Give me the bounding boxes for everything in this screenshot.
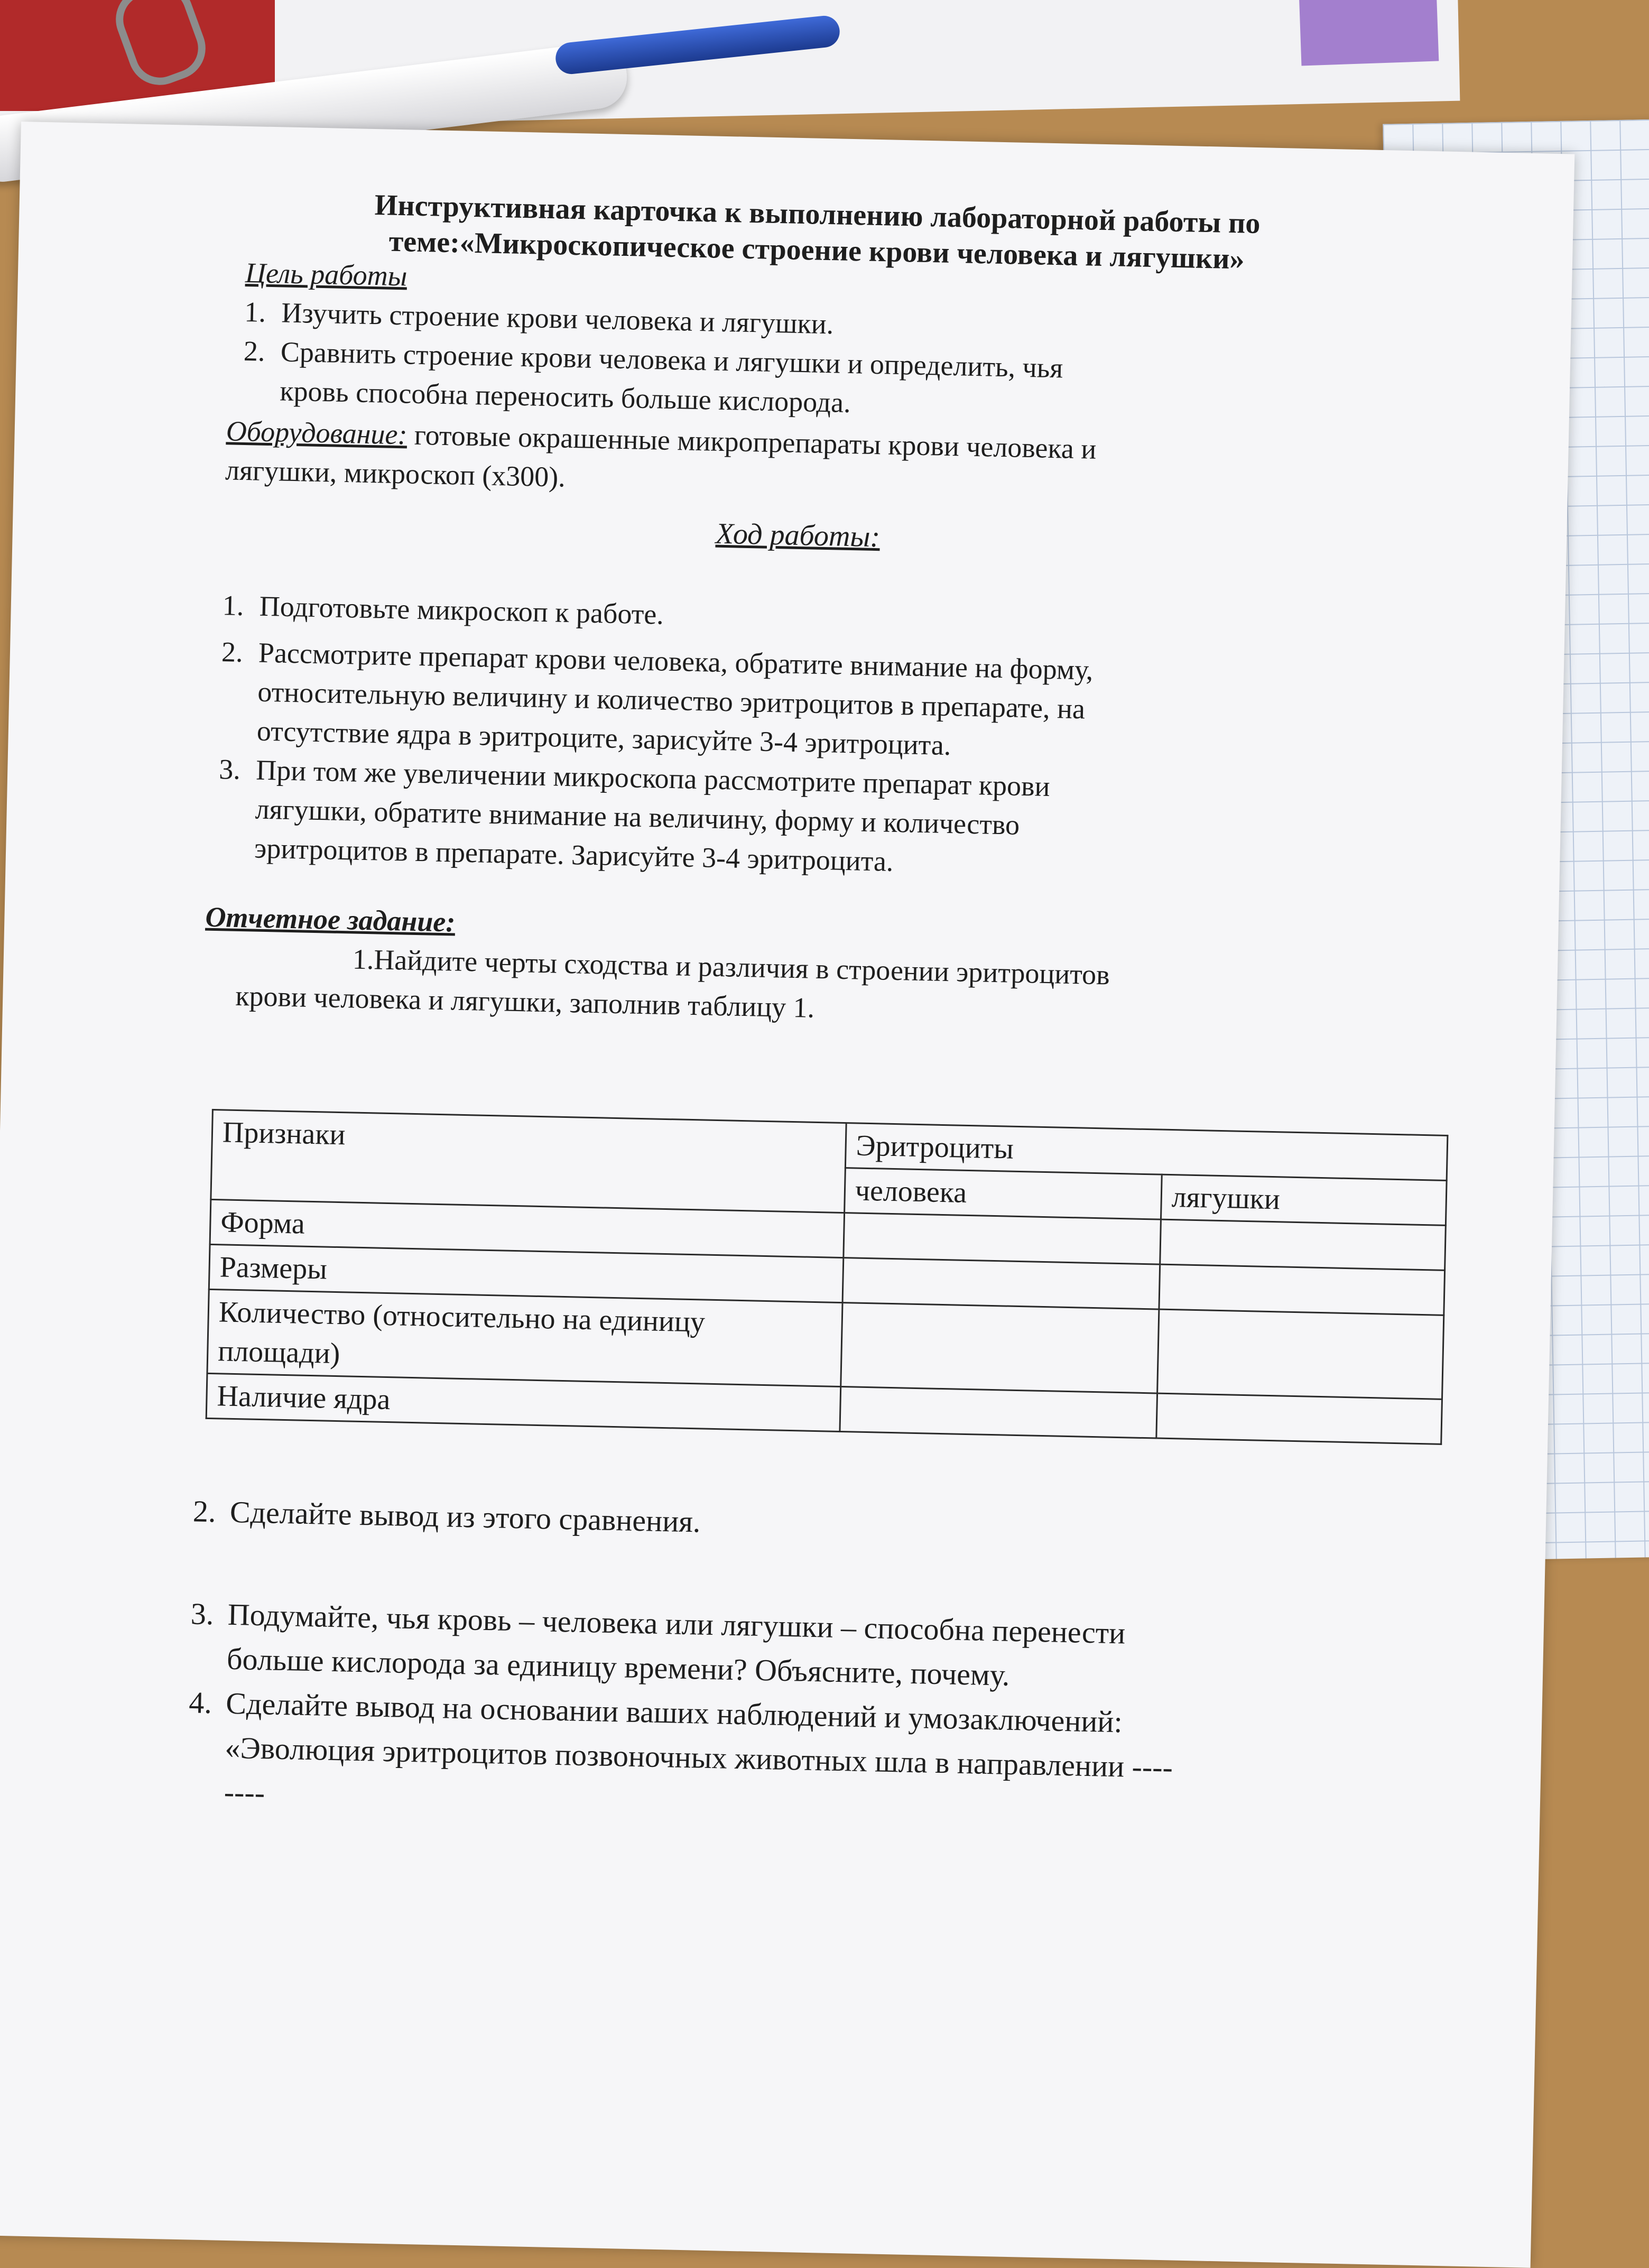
row-label: Форма xyxy=(210,1199,845,1257)
task-text: больше кислорода за единицу времени? Объясните, почему. xyxy=(226,1641,1011,1692)
procedure-num: 1. xyxy=(222,589,245,622)
header-traits: Признаки xyxy=(211,1110,846,1213)
cell-frog[interactable] xyxy=(1156,1393,1442,1444)
procedure-text: Рассмотрите препарат крови человека, обратите внимание на форму, xyxy=(258,636,1094,686)
procedure-heading: Ход работы: xyxy=(715,517,881,554)
task-text: Сделайте вывод на основании ваших наблюдений и умозаключений: xyxy=(225,1686,1123,1739)
procedure-text: относительную величину и количество эритроцитов в препарате, на xyxy=(257,675,1086,725)
header-erythrocytes: Эритроциты xyxy=(845,1123,1448,1181)
task-num: 3. xyxy=(190,1596,215,1632)
goal-item-text: Сравнить строение крови человека и лягушки и определить, чья xyxy=(280,336,1063,384)
cell-human[interactable] xyxy=(840,1387,1157,1439)
procedure-text: эритроцитов в препарате. Зарисуйте 3-4 эритроцита. xyxy=(254,832,894,877)
report-task-1-line-2: крови человека и лягушки, заполнив таблицу 1. xyxy=(235,979,815,1024)
goal-item-text: кровь способна переносить больше кислорода. xyxy=(279,375,851,419)
task-num: 4. xyxy=(188,1685,212,1720)
procedure-text: При том же увеличении микроскопа рассмотрите препарат крови xyxy=(255,754,1051,803)
goal-item-num: 1. xyxy=(244,295,266,328)
task-num: 2. xyxy=(192,1494,217,1529)
cell-frog[interactable] xyxy=(1160,1219,1446,1270)
row-label: Наличие ядра xyxy=(206,1373,841,1431)
goal-section xyxy=(243,253,1065,427)
report-heading: Отчетное задание: xyxy=(205,901,456,938)
cell-frog[interactable] xyxy=(1159,1264,1445,1315)
comparison-table xyxy=(206,1109,1449,1445)
equipment-heading: Оборудование: xyxy=(226,415,408,451)
row-label: Размеры xyxy=(209,1244,844,1302)
equipment-line-1: готовые окрашенные микропрепараты крови человека и xyxy=(406,419,1097,465)
task-text: Сделайте вывод из этого сравнения. xyxy=(229,1494,701,1539)
cell-human[interactable] xyxy=(841,1303,1159,1394)
procedure-num: 3. xyxy=(218,753,241,785)
procedure-num: 2. xyxy=(221,636,244,669)
worksheet xyxy=(0,122,1574,2268)
task-text: Подумайте, чья кровь – человека или лягушки – способна перенести xyxy=(227,1597,1126,1651)
cell-human[interactable] xyxy=(842,1258,1160,1310)
title-line-1: Инструктивная карточка к выполнению лабораторной работы по xyxy=(374,189,1261,240)
report-task-1-line-1: 1.Найдите черты сходства и различия в строении эритроцитов xyxy=(352,943,1110,991)
cell-frog[interactable] xyxy=(1157,1309,1444,1399)
goal-heading: Цель работы xyxy=(245,256,407,292)
procedure-text: Подготовьте микроскоп к работе. xyxy=(259,590,664,631)
equipment-line-2: лягушки, микроскоп (х300). xyxy=(225,454,566,493)
cell-human[interactable] xyxy=(844,1213,1161,1265)
table-header-row xyxy=(212,1110,1448,1181)
purple-folder xyxy=(1299,0,1439,66)
row-label: Количество (относительно на единицу площади) xyxy=(207,1289,842,1386)
task-text: «Эволюция эритроцитов позвоночных животных шла в направлении ---- xyxy=(224,1730,1173,1785)
procedure-list xyxy=(217,586,1095,885)
title-line-2: теме:«Микроскопическое строение крови человека и лягушки» xyxy=(388,225,1245,276)
header-human: человека xyxy=(845,1168,1162,1220)
goal-item-text: Изучить строение крови человека и лягушки. xyxy=(281,297,834,340)
report-section xyxy=(203,897,1111,1034)
task-line xyxy=(192,1489,1178,1554)
procedure-text: лягушки, обратите внимание на величину, форму и количество xyxy=(255,793,1020,841)
goal-item-num: 2. xyxy=(243,335,266,367)
header-frog: лягушки xyxy=(1161,1174,1447,1225)
tasks-list xyxy=(187,1489,1178,1834)
task-text: ---- xyxy=(224,1774,265,1810)
equipment-section xyxy=(225,411,1097,507)
procedure-text: отсутствие ядра в эритроците, зарисуйте 3-4 эритроцита. xyxy=(256,715,952,762)
